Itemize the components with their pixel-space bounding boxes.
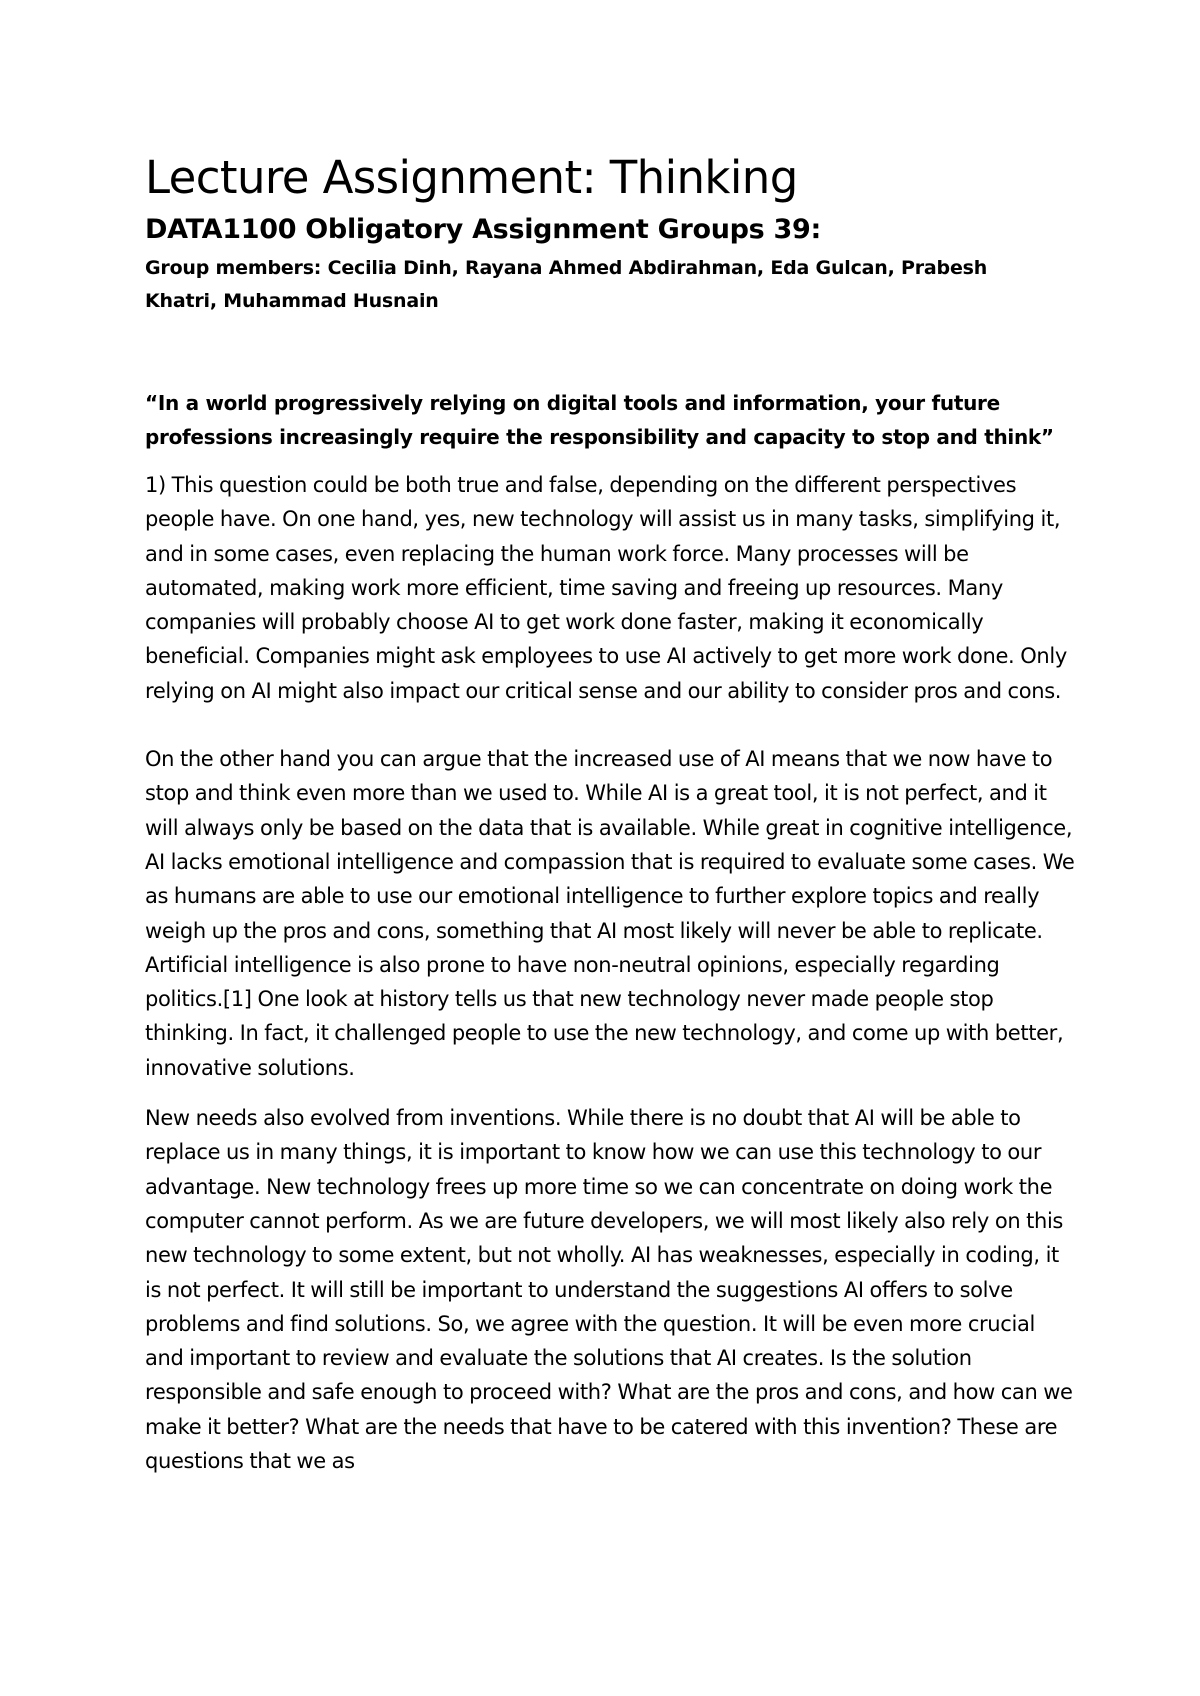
body-paragraph: New needs also evolved from inventions. While there is no doubt that AI will be able to replace us in many things, it is important to know how we can use this technology to our advantage. New technology frees up more time so we can concentrate on doing work the computer cannot perform. As we are future developers, we will most likely also rely on this new technology to some extent, but not wholly. AI has weaknesses, especially in coding, it is not perfect. It will still be important to understand the suggestions AI offers to solve problems and find solutions. So, we agree with the question. It will be even more crucial and important to review and evaluate the solutions that AI creates. Is the solution responsible and safe enough to proceed with? What are the pros and cons, and how can we make it better? What are the needs that have to be catered with this invention? These are questions that we as bbox=[145, 1106, 1073, 1474]
document-page bbox=[145, 150, 1075, 1478]
body-paragraph: On the other hand you can argue that the increased use of AI means that we now have to stop and think even more than we used to. While AI is a great tool, it is not perfect, and it will always only be based on the data that is available. While great in cognitive intelligence, AI lacks emotional intelligence and compassion that is required to evaluate some cases. We as humans are able to use our emotional intelligence to further explore topics and really weigh up the pros and cons, something that AI most likely will never be able to replicate. Artificial intelligence is also prone to have non-neutral opinions, especially regarding politics.[1] One look at history tells us that new technology never made people stop thinking. In fact, it challenged people to use the new technology, and come up with better, innovative solutions. bbox=[145, 747, 1075, 1080]
document-title: Lecture Assignment: Thinking bbox=[145, 151, 798, 204]
body-paragraph: 1) This question could be both true and false, depending on the different perspectives people have. On one hand, yes, new technology will assist us in many tasks, simplifying it, and in some cases, even replacing the human work force. Many processes will be automated, making work more efficient, time saving and freeing up resources. Many companies will probably choose AI to get work done faster, making it economically beneficial. Companies might ask employees to use AI actively to get more work done. Only relying on AI might also impact our critical sense and our ability to consider pros and cons. bbox=[145, 473, 1067, 703]
document-subtitle: DATA1100 Obligatory Assignment Groups 39: bbox=[145, 214, 822, 245]
assignment-quote: “In a world progressively relying on digital tools and information, your future professions increasingly require the responsibility and capacity to stop and think” bbox=[145, 391, 1054, 449]
group-members: Group members: Cecilia Dinh, Rayana Ahmed Abdirahman, Eda Gulcan, Prabesh Khatri, Muhammad Husnain bbox=[145, 257, 988, 312]
